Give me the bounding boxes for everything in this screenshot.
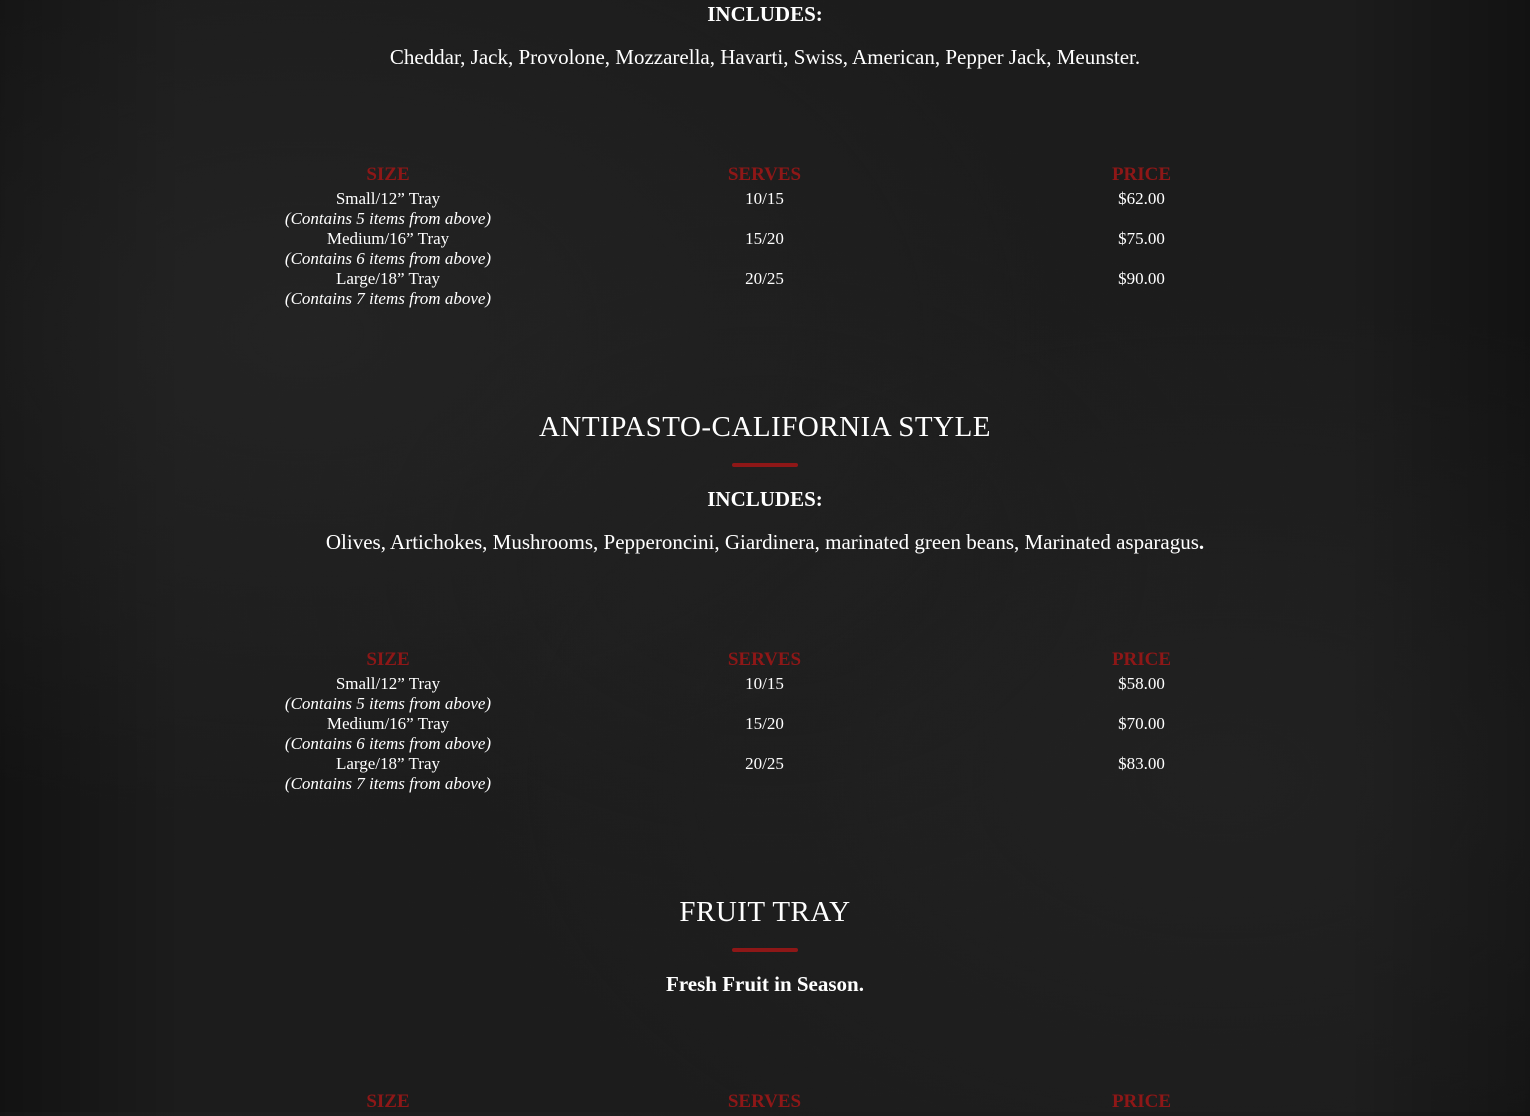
table-row [200,229,576,269]
table-row [200,674,576,714]
table-row [200,189,576,229]
serves-column [576,648,953,794]
size-note: (Contains 5 items from above) [284,209,492,228]
fruit-tray-description: Fresh Fruit in Season. [666,972,864,996]
serves-header: SERVES [727,164,802,185]
size-header: SIZE [366,1091,410,1112]
antipasto-includes-line [0,528,1530,556]
antipasto-includes-label: INCLUDES: [707,487,823,511]
serves-cell: 20/25 [745,269,784,288]
price-column [953,1090,1330,1116]
antipasto-title: ANTIPASTO-CALIFORNIA STYLE [538,411,992,443]
serves-header: SERVES [727,1091,802,1112]
serves-cell: 20/25 [745,754,784,773]
serves-cell: 15/20 [745,229,784,248]
antipasto-title-divider [732,463,798,467]
serves-cell: 10/15 [745,674,784,693]
size-label: Medium/16” Tray [326,714,450,733]
price-cell: $62.00 [1118,189,1165,208]
table-row [200,269,576,309]
serves-column [576,163,953,309]
price-column [953,648,1330,794]
fruit-tray-title: FRUIT TRAY [679,896,851,928]
size-column [200,648,576,794]
price-header: PRICE [1111,649,1172,670]
antipasto-includes-text: Olives, Artichokes, Mushrooms, Pepperoncini, Giardinera, marinated green beans, Marinated asparagus [325,530,1199,554]
serves-header: SERVES [727,649,802,670]
size-column [200,163,576,309]
price-cell: $83.00 [1118,754,1165,773]
size-header: SIZE [366,164,410,185]
price-header: PRICE [1111,1091,1172,1112]
size-label: Large/18” Tray [335,269,441,288]
size-label: Medium/16” Tray [326,229,450,248]
size-note: (Contains 5 items from above) [284,694,492,713]
price-column [953,163,1330,309]
price-cell: $58.00 [1118,674,1165,693]
size-label: Small/12” Tray [335,674,441,693]
size-note: (Contains 7 items from above) [284,289,492,308]
price-cell: $90.00 [1118,269,1165,288]
cheese-includes-text: Cheddar, Jack, Provolone, Mozzarella, Havarti, Swiss, American, Pepper Jack, Meunster. [389,45,1141,69]
price-cell: $70.00 [1118,714,1165,733]
serves-column [576,1090,953,1116]
size-column [200,1090,576,1116]
size-label: Large/18” Tray [335,754,441,773]
price-cell: $75.00 [1118,229,1165,248]
size-note: (Contains 6 items from above) [284,734,492,753]
size-note: (Contains 6 items from above) [284,249,492,268]
table-row [200,714,576,754]
cheese-includes-label: INCLUDES: [707,2,823,26]
size-note: (Contains 7 items from above) [284,774,492,793]
serves-cell: 10/15 [745,189,784,208]
fruit-tray-title-divider [732,948,798,952]
table-row [200,754,576,794]
size-header: SIZE [366,649,410,670]
serves-cell: 15/20 [745,714,784,733]
antipasto-includes-period: . [1198,530,1205,554]
size-label: Small/12” Tray [335,189,441,208]
price-header: PRICE [1111,164,1172,185]
